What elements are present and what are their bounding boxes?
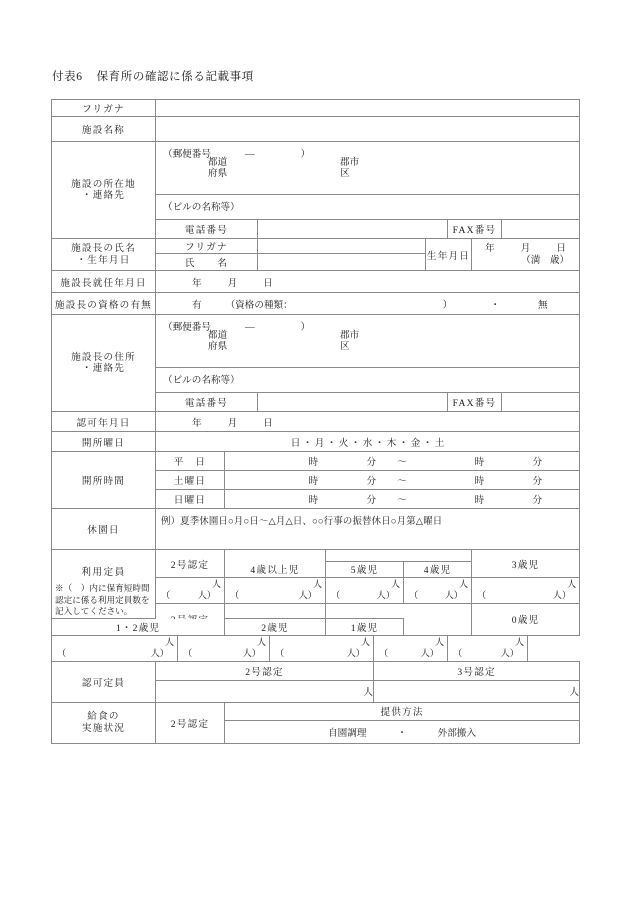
table-row-facility-name (52, 117, 580, 142)
birth-date-value[interactable] (472, 239, 580, 271)
qualification-no[interactable]: 無 (537, 299, 548, 311)
page-title (52, 68, 254, 84)
capacity-group2-value-total[interactable] (156, 578, 225, 604)
head-zip-line (163, 319, 310, 333)
capacity-unit: 人 (256, 636, 266, 647)
appointment-year: 年 (192, 277, 202, 289)
approval-day: 日 (263, 417, 273, 429)
capacity-label-cell (52, 550, 156, 619)
head-zip-dash: ― (244, 322, 255, 333)
facility-building-value[interactable] (156, 195, 580, 220)
capacity-group3-span-top (225, 604, 326, 619)
capacity-unit: 人 (211, 579, 221, 589)
title-number: 付表6 (52, 71, 83, 83)
approval-year: 年 (192, 417, 202, 429)
capacity-short-time: （ 人） (409, 590, 463, 600)
city-line1: 郡市 (340, 157, 360, 168)
meal-option-inhouse[interactable]: 自園調理 (328, 727, 367, 739)
capacity-group2-col-5yr: 5歳児 (326, 561, 404, 578)
birth-age: （満 歳） (521, 254, 570, 266)
open-hours-sunday-value[interactable] (225, 490, 580, 509)
head-city-label (340, 331, 359, 352)
capacity-short-time: （ 人） (331, 590, 395, 600)
qualification-value[interactable] (156, 293, 580, 315)
capacity-short-time: （ 人） (477, 590, 572, 600)
open-days-separator: ・ (374, 437, 385, 449)
facility-name-value[interactable] (156, 117, 580, 142)
capacity-short-time: （ 人） (161, 590, 216, 600)
qualification-options (156, 297, 579, 311)
head-fax-label: FAX番号 (448, 393, 502, 412)
sunday-start-hour: 時 (308, 495, 319, 506)
qualification-kind-close: ） (442, 299, 453, 311)
capacity-group2-value-5yr[interactable] (326, 578, 404, 604)
open-day-水[interactable]: 水 (362, 437, 373, 449)
open-hours-sunday-label: 日曜日 (156, 490, 225, 509)
capacity-group3-value-0yr[interactable] (448, 635, 528, 661)
qualification-label: 施設長の資格の有無 (52, 293, 156, 315)
birth-year: 年 (485, 243, 495, 255)
approved-capacity-unit: 人 (363, 687, 373, 699)
head-furigana-value[interactable] (258, 239, 426, 254)
qualification-yes[interactable]: 有 (192, 299, 202, 311)
head-tel-value[interactable] (258, 393, 448, 412)
head-name-label-line2: ・生年月日 (76, 254, 131, 266)
capacity-unit: 人 (360, 636, 370, 647)
meal-method-header: 提供方法 (225, 702, 580, 720)
open-hours-sunday-time (225, 492, 579, 506)
head-pref-line2: 府県 (208, 340, 228, 352)
capacity-group3-value-1yr[interactable] (374, 635, 448, 661)
capacity-unit: 人 (312, 579, 322, 589)
capacity-short-time: （ 人） (379, 647, 439, 658)
table-row-approved-capacity-header (52, 661, 580, 680)
approved-capacity-col-group2: 2号認定 (156, 661, 374, 680)
head-zip-close: ） (300, 322, 311, 333)
open-days-separator: ・ (422, 437, 433, 449)
open-hours-saturday-value[interactable] (225, 471, 580, 490)
appointment-ymd (156, 275, 579, 289)
capacity-group3-value-total[interactable] (52, 635, 178, 661)
open-days-separator: ・ (326, 437, 337, 449)
capacity-group2-value-4yr[interactable] (404, 578, 472, 604)
capacity-unit: 人 (390, 579, 400, 589)
qualification-separator: ・ (490, 299, 500, 311)
appointment-day: 日 (263, 277, 273, 289)
open-days-separator: ・ (398, 437, 409, 449)
sunday-end-hour: 時 (474, 495, 485, 506)
meal-option-external[interactable]: 外部搬入 (437, 727, 477, 739)
capacity-short-time: （ 人） (453, 647, 519, 658)
table-row-facility-address (52, 142, 580, 195)
head-furigana-label: フリガナ (156, 239, 258, 254)
facility-address-value[interactable] (156, 142, 580, 195)
head-name-value[interactable] (258, 254, 426, 271)
head-address-label (52, 315, 156, 412)
approved-capacity-col-group3: 3号認定 (374, 661, 580, 680)
meal-label-line2: 実施状況 (81, 722, 126, 734)
birth-date-label: 生年月日 (426, 239, 472, 271)
open-hours-weekday-value[interactable] (225, 452, 580, 471)
approved-capacity-label: 認可定員 (52, 661, 156, 702)
facility-building-label: （ビルの名称等） (163, 202, 240, 213)
meal-label-line1: 給食の (87, 711, 120, 723)
head-address-label-line2: ・連絡先 (81, 363, 126, 374)
facility-tel-value[interactable] (258, 220, 448, 239)
capacity-group3-col-12yr: 1・2歳児 (52, 618, 225, 635)
qualification-kind-label: （資格の種類： (225, 299, 293, 311)
weekday-end-min: 分 (532, 457, 543, 468)
capacity-group2-col-4plus: 4歳以上児 (225, 561, 326, 578)
table-row-approval-date (52, 412, 580, 432)
open-day-月[interactable]: 月 (314, 437, 325, 449)
saturday-end-hour: 時 (474, 476, 485, 487)
meal-option-separator: ・ (397, 727, 407, 739)
open-days-value[interactable] (156, 432, 580, 452)
table-row-appointment-date (52, 271, 580, 293)
facility-zip-line (163, 146, 310, 160)
head-prefecture-label (208, 331, 227, 352)
saturday-wave: ～ (397, 476, 407, 487)
holiday-example: 例）夏季休園日○月○日～△月△日、○○行事の振替休日○月第△曜日 (161, 517, 443, 527)
table-row-open-hours-weekday (52, 452, 580, 471)
open-day-日[interactable]: 日 (290, 437, 301, 449)
head-name-field-label: 氏 名 (156, 254, 258, 271)
appointment-month: 月 (227, 277, 238, 289)
open-hours-weekday-label: 平 日 (156, 452, 225, 471)
capacity-unit: 人 (514, 636, 524, 647)
capacity-unit: 人 (434, 636, 444, 647)
head-name-label (52, 239, 156, 271)
title-text: 保育所の確認に係る記載事項 (96, 71, 254, 83)
open-hours-label: 開所時間 (52, 452, 156, 509)
meal-options[interactable] (225, 720, 580, 743)
head-zip-label: （郵便番号 (163, 322, 211, 333)
open-day-金[interactable]: 金 (410, 437, 421, 449)
pref-line1: 都道 (208, 157, 228, 168)
pref-line2: 府県 (208, 167, 228, 179)
table-row-capacity-group3-values (52, 635, 580, 661)
approved-capacity-value-group2[interactable] (156, 680, 374, 702)
capacity-note: ※（ ）内に保育短時間認定に係る利用定員数を記入してください。 (55, 583, 150, 617)
weekday-start-min: 分 (366, 457, 377, 468)
head-address-value[interactable] (156, 315, 580, 368)
meal-group-label: 2号認定 (156, 702, 225, 743)
capacity-group2-value-4plus[interactable] (225, 578, 326, 604)
weekday-start-hour: 時 (308, 457, 319, 468)
open-day-土[interactable]: 土 (434, 437, 445, 449)
table-row-meal-header (52, 702, 580, 720)
capacity-group2-col-3yr: 3歳児 (472, 550, 580, 578)
city-line2: 区 (340, 167, 350, 179)
approval-date-label: 認可年月日 (52, 412, 156, 432)
capacity-short-time: （ 人） (183, 647, 261, 658)
facility-confirmation-form (51, 99, 580, 744)
sunday-start-min: 分 (366, 495, 377, 506)
facility-prefecture-label (208, 158, 227, 179)
open-days-separator: ・ (350, 437, 361, 449)
capacity-group3-col-0yr: 0歳児 (472, 604, 580, 636)
head-building-value[interactable] (156, 368, 580, 393)
open-days-label: 開所曜日 (52, 432, 156, 452)
capacity-group3-col-1yr: 1歳児 (326, 618, 404, 635)
table-row-holiday (52, 509, 580, 550)
capacity-group3-value-2yr[interactable] (270, 635, 374, 661)
saturday-start-hour: 時 (308, 476, 319, 487)
table-row-head-furigana (52, 239, 580, 254)
table-row-head-address (52, 315, 580, 368)
approved-capacity-value-group3[interactable] (374, 680, 580, 702)
furigana-label: フリガナ (52, 100, 156, 117)
facility-tel-label: 電話番号 (156, 220, 258, 239)
head-city-line2: 区 (340, 340, 350, 352)
saturday-end-min: 分 (532, 476, 543, 487)
open-day-火[interactable]: 火 (338, 437, 349, 449)
appointment-date-value[interactable] (156, 271, 580, 293)
head-address-label-line1: 施設長の住所 (71, 351, 136, 363)
birth-ymd (472, 243, 579, 254)
capacity-group2-col-4yr: 4歳児 (404, 561, 472, 578)
capacity-group3-col-2yr: 2歳児 (225, 618, 326, 635)
facility-city-label (340, 158, 359, 179)
sunday-wave: ～ (397, 495, 407, 506)
approval-month: 月 (227, 417, 238, 429)
birth-day: 日 (556, 243, 566, 255)
table-row-qualification (52, 293, 580, 315)
capacity-unit: 人 (567, 579, 577, 589)
table-row-furigana (52, 100, 580, 117)
capacity-label: 利用定員 (81, 567, 126, 578)
open-day-木[interactable]: 木 (386, 437, 397, 449)
open-hours-weekday-time (225, 454, 579, 468)
appointment-date-label: 施設長就任年月日 (52, 271, 156, 293)
table-row-open-days (52, 432, 580, 452)
facility-fax-label: FAX番号 (448, 220, 502, 239)
facility-address-label-line1: 施設の所在地 (71, 178, 136, 190)
capacity-short-time: （ 人） (57, 647, 169, 658)
capacity-group2-label: 2号認定 (156, 550, 225, 578)
holiday-value[interactable] (156, 509, 580, 550)
head-fax-value[interactable] (502, 393, 580, 412)
birth-month: 月 (520, 243, 531, 255)
sunday-end-min: 分 (532, 495, 543, 506)
capacity-unit: 人 (164, 636, 174, 647)
holiday-label: 休園日 (52, 509, 156, 550)
meal-label (52, 702, 156, 743)
head-name-label-line1: 施設長の氏名 (71, 243, 136, 255)
weekday-wave: ～ (397, 457, 407, 468)
capacity-short-time: （ 人） (275, 647, 365, 658)
capacity-group2-span-top-2 (326, 550, 472, 562)
approval-ymd (156, 415, 579, 429)
facility-address-label (52, 142, 156, 239)
zip-dash: ― (244, 149, 255, 160)
capacity-short-time: （ 人） (230, 590, 317, 600)
open-days-list (156, 435, 579, 449)
facility-fax-value[interactable] (502, 220, 580, 239)
saturday-start-min: 分 (366, 476, 377, 487)
table-row-capacity-group2-header (52, 550, 580, 562)
weekday-end-hour: 時 (474, 457, 485, 468)
open-hours-saturday-label: 土曜日 (156, 471, 225, 490)
open-days-separator: ・ (302, 437, 313, 449)
head-city-line1: 郡市 (340, 330, 360, 341)
capacity-group2-value-3yr[interactable] (472, 578, 580, 604)
zip-label: （郵便番号 (163, 149, 211, 160)
furigana-value[interactable] (156, 100, 580, 117)
open-hours-saturday-time (225, 473, 579, 487)
capacity-group3-value-12yr[interactable] (178, 635, 270, 661)
facility-name-label: 施設名称 (52, 117, 156, 142)
approval-date-value[interactable] (156, 412, 580, 432)
facility-address-label-line2: ・連絡先 (81, 190, 126, 201)
capacity-group3-span-top-2 (326, 604, 472, 619)
approved-capacity-unit: 人 (569, 687, 580, 699)
zip-close: ） (300, 149, 311, 160)
head-building-label: （ビルの名称等） (163, 375, 240, 386)
capacity-unit: 人 (458, 579, 468, 589)
head-tel-label: 電話番号 (156, 393, 258, 412)
head-pref-line1: 都道 (208, 330, 228, 341)
capacity-group2-span-top (225, 550, 326, 562)
